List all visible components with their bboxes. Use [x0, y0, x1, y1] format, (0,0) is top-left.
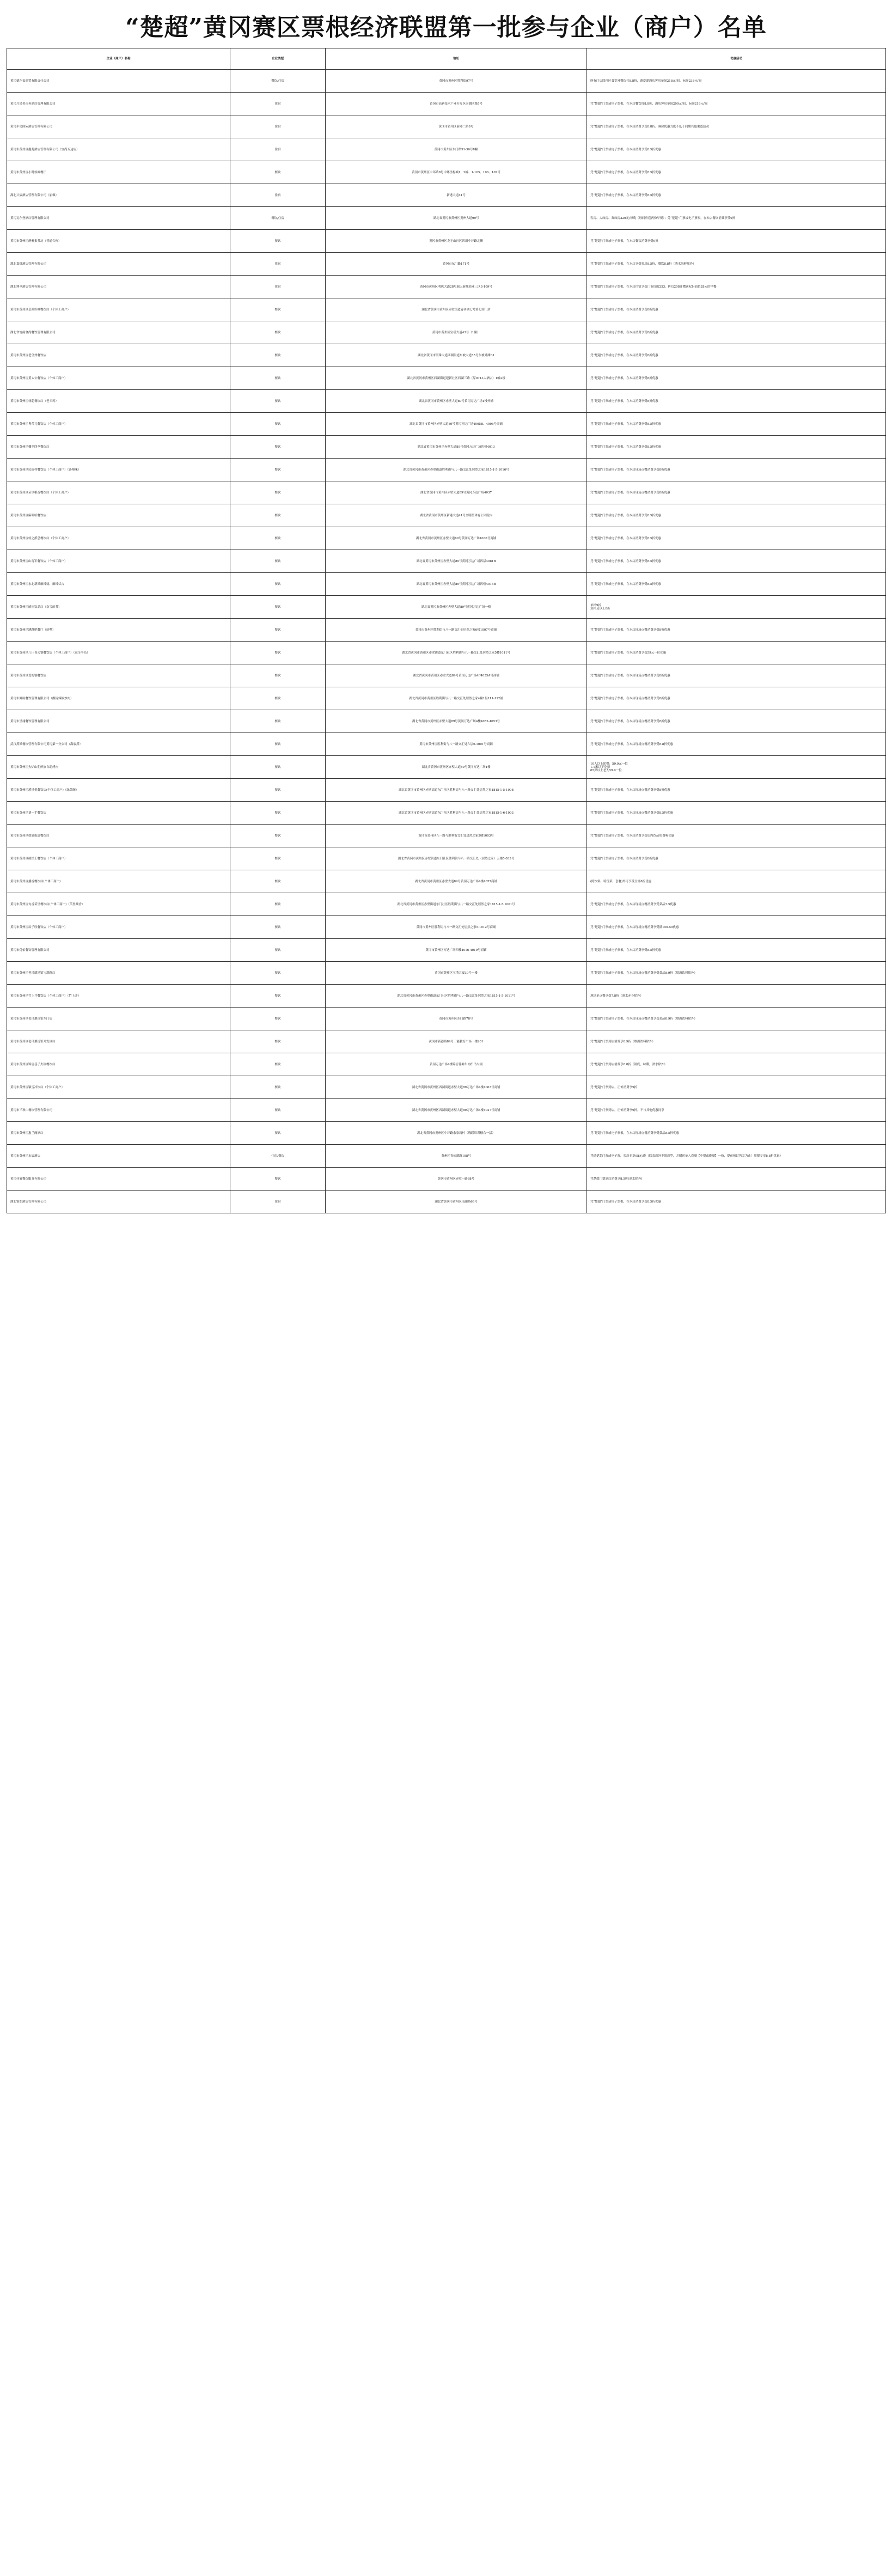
table-row [7, 1030, 886, 1053]
table-row [7, 687, 886, 710]
offer-cell: 凭“楚超”门票或电子票根，在本店消费享受8折优惠 [587, 847, 886, 870]
business-type-cell: 餐饮 [230, 481, 326, 504]
merchant-name-cell: 黄冈市鲜厨餐饮管理有限公司（湘厨辣椒炒肉） [7, 687, 230, 710]
business-type-cell: 餐饮 [230, 939, 326, 962]
table-row [7, 779, 886, 802]
table-row [7, 1122, 886, 1145]
business-type-cell: 餐饮 [230, 733, 326, 756]
table-row [7, 459, 886, 481]
table-row [7, 161, 886, 184]
business-type-cell: 餐饮 [230, 321, 326, 344]
merchant-name-cell: 黄冈市黄州区火炉山朝鲜族自助烤肉 [7, 756, 230, 779]
table-row [7, 1053, 886, 1076]
offer-cell: 凭“楚超”门票或电子票根，在本店消费享受8折优惠 [587, 390, 886, 413]
merchant-name-cell: 黄冈市黄州区东辰酒店 [7, 1145, 230, 1168]
offer-cell: (除饮料，特价菜，套餐)外可享受全场8折优惠 [587, 870, 886, 893]
table-row [7, 230, 886, 253]
address-cell: 黄冈市黄州区宝塔大厦39号一楼 [326, 962, 587, 985]
offer-cell: 10人以上团餐：59.9元一位 1.1米以下免票 65岁以上老人59.9一位 [587, 756, 886, 779]
address-cell: 黄冈市黄州区八一路与胜利街交汇处居然之家5楼1003号 [326, 825, 587, 847]
offer-cell: 凭“楚超”门票或电子票根，在本店现场点餐消费享受菜品8.9折（烟酒饮料除外） [587, 1008, 886, 1030]
offer-cell: 凭“楚超”门票或电子票根，在本店现场点餐消费享受8折优惠 [587, 710, 886, 733]
table-row [7, 527, 886, 550]
offer-cell: 凭“楚超”门票或电子票根，在本店消费享受8折优惠 [587, 321, 886, 344]
business-type-cell: 住宿 [230, 253, 326, 276]
business-type-cell: 餐饮 [230, 870, 326, 893]
merchant-name-cell: 黄冈市黄州区如渝街道餐饮店 [7, 825, 230, 847]
offer-cell: 现场单点餐享受7.8折（酒水赤身除外） [587, 985, 886, 1008]
offer-cell: 凭楚超门票到店消费享8.5折(酒水除外) [587, 1168, 886, 1191]
merchant-name-cell: 黄冈市黄州区山将军餐饮店（个体工商户） [7, 550, 230, 573]
address-cell: 黄冈市黄州区东门路91-36号8幢 [326, 138, 587, 161]
business-type-cell: 餐饮 [230, 825, 326, 847]
merchant-name-cell: 黄冈市黄州区蛙之派总餐饮店（个体工商户） [7, 527, 230, 550]
merchant-name-cell: 黄冈市黄州区鑫龙酒店管理有限公司（宜尚万达店） [7, 138, 230, 161]
address-cell: 黄冈市新港路89号三能教育广场一楼201 [326, 1030, 587, 1053]
business-type-cell: 餐饮 [230, 642, 326, 664]
address-cell: 黄冈市黄州区新港二路8号 [326, 115, 587, 138]
merchant-name-cell: 湖北博圣酒店管理有限公司 [7, 276, 230, 298]
address-cell: 黄冈市黄州区宝塔大道43号（1幢） [326, 321, 587, 344]
merchant-name-cell: 黄冈市黄州区惠兰阁酒店 [7, 1122, 230, 1145]
table-row [7, 802, 886, 825]
business-type-cell: 餐饮 [230, 710, 326, 733]
address-cell: 湖北省黄冈市黄州区赤壁街道东门社区胜利街与八一路交汇处居然之家1815-1-5-1011号 [326, 985, 587, 1008]
merchant-name-cell: 黄冈半岛国际酒店管理有限公司 [7, 115, 230, 138]
merchant-name-cell: 黄冈市黄州区粤荣礼餐饮店（个体工商户） [7, 413, 230, 436]
merchant-name-cell: 黄冈市黄州区跳跳吧餐厅（蛙嘿） [7, 619, 230, 642]
merchant-name-cell: 黄冈瓦尔登酒店管理有限公司 [7, 207, 230, 230]
offer-cell: 凭“楚超”门票或电子票根，在本店消费享受8.8折。客房优惠力度不低于同期其他渠道活动 [587, 115, 886, 138]
business-type-cell: 住宿/餐饮 [230, 1145, 326, 1168]
offer-cell: 凭“楚超”门票或电子票根，在本店现场点餐消费享受8.8折优惠 [587, 733, 886, 756]
merchant-name-cell: 黄冈市黄州区苗里粮香餐饮店（个体工商户） [7, 481, 230, 504]
merchant-name-cell: 黄冈市黄州区八斤哥火锅餐饮店（个体工商户）（众享半岛） [7, 642, 230, 664]
address-cell: 黄冈市黄州区赤壁一路88号 [326, 1168, 587, 1191]
address-cell: 新港大道41号 [326, 184, 587, 207]
offer-cell: 凭“楚超”门票或电子票根，在本店消费享受8折优惠 [587, 298, 886, 321]
business-type-cell: 餐饮 [230, 298, 326, 321]
document-title: “楚超”黄冈赛区票根经济联盟第一批参与企业（商户）名单 [125, 14, 767, 41]
business-type-cell: 餐饮 [230, 1076, 326, 1099]
address-cell: 黄冈市黄州区胜利街与八一路交汇处六层6-1001号商铺 [326, 733, 587, 756]
merchant-name-cell: 黄冈市黄州区锦官巷子火锅餐饮店 [7, 1053, 230, 1076]
address-cell: 湖北省黄冈市黄州区赤壁大道89号黄冈万达广场4036号商铺 [326, 527, 587, 550]
address-cell: 湖北省黄冈市黄州区赤壁街道东门社区胜利街与八一路交汇处居然之家1815-1-6-1003 [326, 802, 587, 825]
merchant-table [7, 48, 886, 1213]
merchant-name-cell: 黄冈市黄州区老吕煨汤馆开发区店 [7, 1030, 230, 1053]
table-row [7, 253, 886, 276]
column-header-offer: 优惠活动 [587, 48, 886, 70]
table-row [7, 573, 886, 596]
offer-cell: 所有门店除社区食堂外餐饮打8.8折，遗爱湖酒店客房单间218元/间，标间238元/间 [587, 70, 886, 93]
address-cell: 湖北省黄冈市黄州区西湖街道赤壁大道89万达广场4楼4027号商铺 [326, 1099, 587, 1122]
offer-cell: 凭“楚超”门票或电子票根，在本店消费享受8折优惠 [587, 367, 886, 390]
business-type-cell: 餐饮 [230, 756, 326, 779]
table-body [7, 70, 886, 1213]
table-row [7, 825, 886, 847]
table-row [7, 115, 886, 138]
table-row [7, 733, 886, 756]
business-type-cell: 餐饮 [230, 390, 326, 413]
merchant-name-cell: 湖北兴辰酒店管理有限公司（丽枫） [7, 184, 230, 207]
offer-cell: 凭“楚超”门票或电子票根，在本店消费享受8.5折优惠 [587, 573, 886, 596]
offer-cell: 凭“楚超”门票或电子票根，在本店现场点餐消费享受满150-50优惠 [587, 916, 886, 939]
business-type-cell: 餐饮 [230, 504, 326, 527]
table-row [7, 710, 886, 733]
business-type-cell: 住宿 [230, 138, 326, 161]
merchant-name-cell: 黄冈市黄州区竹上井餐饮店（个体工商户）（竹上井） [7, 985, 230, 1008]
address-cell: 湖北省黄冈市黄州区赤壁大道89号黄冈万达广场4楼 [326, 756, 587, 779]
offer-cell: 凭“楚超”门票或电子票根，在本店消费享受8.5折优惠 [587, 527, 886, 550]
table-row [7, 1099, 886, 1122]
business-type-cell: 餐饮 [230, 527, 326, 550]
offer-cell: 单杯9折 双杯及以上8折 [587, 596, 886, 619]
address-cell: 湖北省黄冈市黄州区新港大道41号全明星体育公园院内 [326, 504, 587, 527]
business-type-cell: 住宿 [230, 184, 326, 207]
offer-cell: 凭“楚超”门票或电子票根，在本店享受客房8.5折，餐饮8.8折（酒水海鲜除外） [587, 253, 886, 276]
table-row [7, 1008, 886, 1030]
offer-cell: 凭“楚超”门票到店，正价消费享9折 [587, 1076, 886, 1099]
address-cell: 湖北省黄冈市黄州区黄州大道99号 [326, 207, 587, 230]
merchant-name-cell: 黄冈德尔福商贸有限责任公司 [7, 70, 230, 93]
business-type-cell: 餐饮 [230, 367, 326, 390]
business-type-cell: 餐饮 [230, 573, 326, 596]
table-row [7, 321, 886, 344]
address-cell: 湖北省黄冈市黄州区中环路余家湾村（残联培训楼右一层） [326, 1122, 587, 1145]
offer-cell: 凭“楚超”门票或电子票根，在本店消费享受8折优惠 [587, 344, 886, 367]
offer-cell: 凭“楚超”门票或电子票根，在本店现场点餐消费享受8折优惠 [587, 687, 886, 710]
business-type-cell: 餐饮 [230, 550, 326, 573]
address-cell: 湖北省黄冈市黄州区西湖街道赤壁大道89万达广场4楼4063号商铺 [326, 1076, 587, 1099]
business-type-cell: 餐饮 [230, 985, 326, 1008]
merchant-name-cell: 黄冈市黄州区晴雨饮品店（奈雪的茶） [7, 596, 230, 619]
merchant-name-cell: 湖北省竹韵食尚餐饮管理有限公司 [7, 321, 230, 344]
business-type-cell: 住宿 [230, 1191, 326, 1213]
address-cell: 黄冈市黄州区胜利街与八一路交汇处居然之家6楼1007号商铺 [326, 619, 587, 642]
address-cell: 湖北省黄冈市黄州区赤壁大道89号黄冈万达广场4楼4052-4053号 [326, 710, 587, 733]
merchant-name-cell: 黄冈市黄州区颖雪冷饮店（个体工商户） [7, 1076, 230, 1099]
merchant-name-cell: 黄冈市半秋山餐饮管理有限公司 [7, 1099, 230, 1122]
business-type-cell: 餐饮 [230, 687, 326, 710]
table-row [7, 436, 886, 459]
table-row [7, 847, 886, 870]
address-cell: 黄州区青砖湖路198号 [326, 1145, 587, 1168]
table-row [7, 870, 886, 893]
offer-cell: 凭“楚超”门票或电子票根，在本店消费享受8.5折优惠 [587, 939, 886, 962]
address-cell: 湖北省黄冈市黄州区赤壁大道89号黄冈万达广场四层4081B [326, 550, 587, 573]
table-row [7, 70, 886, 93]
address-cell: 湖北省黄冈市黄州区赤壁大道89号黄冈万达广场四楼4013 [326, 436, 587, 459]
table-row [7, 596, 886, 619]
address-cell: 湖北省黄冈市黄州区赤壁街道东门社区胜利街与八一路交汇处居然之家1815-1-5-1001号 [326, 893, 587, 916]
offer-cell: 凭“楚超”门票或电子票根，在本店消费享受8.5折优惠 [587, 413, 886, 436]
address-cell: 湖北省黄冈市黄州区西湖街道建新社区西湖三路（原0713大酒店）1幢2楼 [326, 367, 587, 390]
address-cell: 湖北省黄冈市黄州区胜利街与八一路交汇处居然之家4幢1层111-112铺 [326, 687, 587, 710]
business-type-cell: 餐饮 [230, 344, 326, 367]
table-row [7, 985, 886, 1008]
table-row [7, 276, 886, 298]
address-cell: 湖北省黄冈市黄州区赤壁街道东门社区胜利街与八一路交汇处居然之家1815-1-5-1008 [326, 779, 587, 802]
table-row [7, 962, 886, 985]
offer-cell: 凭“楚超”门票到店消费享8.8折（锅底，味碟，酒水除外） [587, 1053, 886, 1076]
offer-cell: 凭“楚超”门票或电子票根，在本店消费享受8.5折优惠 [587, 436, 886, 459]
merchant-name-cell: 黄冈市黄州区老皇州餐饮店 [7, 344, 230, 367]
address-cell: 黄冈万达广场4楼锦官巷鲜牛肉串串火锅 [326, 1053, 587, 1076]
address-cell: 黄冈市黄州区胜利街与八一路交汇处居然之家5-1012号商铺 [326, 916, 587, 939]
merchant-name-cell: 武汉捞派餐饮管理有限公司黄冈第一分公司（海底捞） [7, 733, 230, 756]
offer-cell: 凭“楚超”门票或电子票根，在本店消费享受8.5折优惠 [587, 504, 886, 527]
business-type-cell: 餐饮 [230, 1008, 326, 1030]
merchant-name-cell: 黄冈市黄州区爱的锅餐饮店 [7, 664, 230, 687]
table-row [7, 1168, 886, 1191]
offer-cell: 凭“楚超”门票或电子票根，在本店现场点餐消费享受8折优惠 [587, 481, 886, 504]
table-row [7, 207, 886, 230]
table-row [7, 184, 886, 207]
merchant-name-cell: 黄冈市黄州区黄太公餐饮店（个体工商户） [7, 367, 230, 390]
merchant-name-cell: 黄冈市黄州区辰子欣餐饮店（个体工商户） [7, 916, 230, 939]
address-cell: 湖北省黄冈市黄州区赤壁大道89号黄冈万达广场1楼外铺 [326, 390, 587, 413]
merchant-name-cell: 黄冈佳宴餐饮服务有限公司 [7, 1168, 230, 1191]
table-row [7, 504, 886, 527]
merchant-name-cell: 黄冈市黄州区匀香苗里餐饮店(个体工商户)（苗里酸香） [7, 893, 230, 916]
address-cell: 黄冈市黄州区万达广场四楼4016-4019号商铺 [326, 939, 587, 962]
column-header-name: 企业（商户）名称 [7, 48, 230, 70]
table-row [7, 893, 886, 916]
business-type-cell: 餐饮 [230, 916, 326, 939]
table-row [7, 1076, 886, 1099]
business-type-cell: 餐饮/住宿 [230, 70, 326, 93]
merchant-name-cell: 黄冈市黄州区徐超餐饮店（老乡鸡） [7, 390, 230, 413]
business-type-cell: 餐饮 [230, 596, 326, 619]
address-cell: 湖北省黄冈市黄州区赤壁街道东门社区胜利街与八一路交汇处（居然之家）五楼5-033号 [326, 847, 587, 870]
merchant-name-cell: 黄冈市黄州区东北新派麻辣烫、麻辣伏吉 [7, 573, 230, 596]
address-cell: 湖北省黄冈市黄州区赤壁大道89号黄冈万达广场4005B、4006号商铺 [326, 413, 587, 436]
address-cell: 湖北省黄冈市黄州区赤壁大道89号黄冈万达广场4F4055A号商铺 [326, 664, 587, 687]
address-cell: 黄冈市黄州区东门路78号 [326, 1008, 587, 1030]
business-type-cell: 餐饮 [230, 1053, 326, 1076]
address-cell: 黄冈市东门路171号 [326, 253, 587, 276]
address-cell: 黄冈市黄州区龙王山社区四组中环路北侧 [326, 230, 587, 253]
merchant-name-cell: 黄冈市黄州区刘一手餐饮店 [7, 802, 230, 825]
merchant-name-cell: 黄冈市星翊餐饮管理有限公司 [7, 710, 230, 733]
merchant-name-cell: 湖北嘉维酒店管理有限公司 [7, 253, 230, 276]
address-cell: 湖北省黄冈市黄州区赤壁街道胜利街与八一路交汇处居然之家1815-1-5-1016号 [326, 459, 587, 481]
business-type-cell: 住宿 [230, 276, 326, 298]
table-row [7, 344, 886, 367]
merchant-name-cell: 黄冈市黄州区麻哈哈餐饮店 [7, 504, 230, 527]
business-type-cell: 餐饮 [230, 802, 326, 825]
business-type-cell: 餐饮 [230, 847, 326, 870]
table-row [7, 1145, 886, 1168]
offer-cell: 凭“楚超”门票或电子票根，在本店消费享受8.5折优惠 [587, 1191, 886, 1213]
offer-cell: 凭“楚超”门票或电子票根，在本店现场点餐消费享受8折优惠 [587, 664, 886, 687]
merchant-name-cell: 黄冈市黄州区小时候味餐厅 [7, 161, 230, 184]
merchant-name-cell: 黄冈月果老南务酒店管理有限公司 [7, 93, 230, 115]
business-type-cell: 餐饮 [230, 893, 326, 916]
business-type-cell: 餐饮 [230, 1168, 326, 1191]
offer-cell: 凭“楚超”门票或电子票根，在本店现场点餐消费享受菜品8.5折优惠 [587, 1122, 886, 1145]
address-cell: 黄冈市黄州区中环路8号中环坐标城1、2幢、1-105、106、107号 [326, 161, 587, 184]
table-row [7, 390, 886, 413]
business-type-cell: 餐饮 [230, 230, 326, 253]
business-type-cell: 餐饮 [230, 413, 326, 436]
table-row [7, 642, 886, 664]
merchant-name-cell: 黄冈市黄州区老吕缥汤馆宝塔路店 [7, 962, 230, 985]
offer-cell: 凭“楚超”门票或电子票根，在本店消费享受59元一位优惠 [587, 642, 886, 664]
offer-cell: 凭“楚超”门票或电子票根，在本店餐饮打8.8折，酒店客房单间200元/间，标间218元/间 [587, 93, 886, 115]
merchant-name-cell: 黄冈市黄州区溪风悦餐饮店(个体工商户)（绿茵阁） [7, 779, 230, 802]
merchant-name-cell: 黄冈市黄州区播香餐饮店(个体工商户) [7, 870, 230, 893]
table-row [7, 138, 886, 161]
offer-cell: 凭“楚超”门票到店，正价消费享9折，不与其他优惠同享 [587, 1099, 886, 1122]
address-cell: 湖北省黄冈市黄州区赤壁街道东门社区胜利街与八一路交汇处居然之家5楼1011号 [326, 642, 587, 664]
address-cell: 黄冈市高新技术产业开发区南湖四路5号 [326, 93, 587, 115]
offer-cell: 凭“楚超”门票到店消费享8.9折（烟酒饮料除外） [587, 1030, 886, 1053]
address-cell: 湖北省黄冈市黄州区赤壁大道89号黄冈万达广场一楼 [326, 596, 587, 619]
table-row [7, 93, 886, 115]
offer-cell: 凭“楚超”门票或电子票根，在本店消费享受8.5折优惠 [587, 184, 886, 207]
address-cell: 黄冈市黄州区明珠大道28号瑞天新城商业三区3-109号 [326, 276, 587, 298]
merchant-name-cell: 黄冈市优佑餐饮管理有限公司 [7, 939, 230, 962]
address-cell: 黄冈市黄州区胜利街97号 [326, 70, 587, 93]
business-type-cell: 餐饮 [230, 619, 326, 642]
table-row [7, 916, 886, 939]
business-type-cell: 餐饮 [230, 1030, 326, 1053]
table-row [7, 550, 886, 573]
offer-cell: 凭“楚超”门票或电子票根，在本店住宿享受门市价的253，折后208并赠送双份面值28元的早餐 [587, 276, 886, 298]
table-row [7, 1191, 886, 1213]
merchant-name-cell: 湖北铭朗酒店管理有限公司 [7, 1191, 230, 1213]
table-row [7, 481, 886, 504]
merchant-name-cell: 黄冈市黄州区静雅素茶坊（普通合伙） [7, 230, 230, 253]
business-type-cell: 餐饮 [230, 459, 326, 481]
business-type-cell: 餐饮/住宿 [230, 207, 326, 230]
business-type-cell: 餐饮 [230, 1099, 326, 1122]
business-type-cell: 餐饮 [230, 779, 326, 802]
merchant-name-cell: 黄冈市黄州区老吕煨汤馆东门店 [7, 1008, 230, 1030]
table-row [7, 367, 886, 390]
table-row [7, 939, 886, 962]
table-row [7, 756, 886, 779]
merchant-name-cell: 黄冈市黄州区椰乡四季餐饮店 [7, 436, 230, 459]
business-type-cell: 住宿 [230, 115, 326, 138]
address-cell: 湖北省黄冈市明珠大道西湖街道东坡大道55号东坡外滩B1 [326, 344, 587, 367]
offer-cell: 凭“楚超”门票或电子票根，在本店消费享受8.5折优惠 [587, 550, 886, 573]
offer-cell: 凭“楚超”门票或电子票根，在本店现场点餐消费享受8折优惠 [587, 619, 886, 642]
address-cell: 湖北省黄冈市黄州区赤壁大道89号黄冈万达广场四楼4015B [326, 573, 587, 596]
table-row [7, 619, 886, 642]
business-type-cell: 餐饮 [230, 962, 326, 985]
offer-cell: 凭“楚超”门票或电子票根，在本店现场点餐消费享受菜品8.9折（烟酒饮料除外） [587, 962, 886, 985]
table-row [7, 413, 886, 436]
offer-cell: 凭“楚超”门票或电子票根，在本店现场点餐消费享受8折优惠 [587, 459, 886, 481]
merchant-name-cell: 黄冈市黄州区皇洲虾城餐饮店（个体工商户） [7, 298, 230, 321]
merchant-name-cell: 黄冈市黄州区破烂王餐饮店（个体工商户） [7, 847, 230, 870]
table-row [7, 298, 886, 321]
column-header-address: 地址 [326, 48, 587, 70]
merchant-name-cell: 黄冈市黄州区民俗村餐饮店（个体工商户）（汤师味） [7, 459, 230, 481]
business-type-cell: 餐饮 [230, 436, 326, 459]
address-cell: 湖北省黄冈市黄州区赤壁街道青砖湖七号第七间门店 [326, 298, 587, 321]
business-type-cell: 餐饮 [230, 1122, 326, 1145]
business-type-cell: 住宿 [230, 93, 326, 115]
offer-cell: 凭“楚超”门票或电子票根，在本店现场点餐消费享受8折优惠 [587, 779, 886, 802]
offer-cell: 凭“楚超”门票或电子票根，在本店现场点餐消费享受菜品7.5优惠 [587, 893, 886, 916]
table-row [7, 664, 886, 687]
address-cell: 湖北省黄冈市黄州区南湖路68号 [326, 1191, 587, 1213]
offer-cell: 凭借楚超门票或电子票，客房专享98元/晚（除套房外不限房型，并赠送单人套餐【中餐或晚餐】一份，提前预订售完为止！用餐专享8.8折优惠） [587, 1145, 886, 1168]
table-header-row [7, 48, 886, 70]
offer-cell: 凭“楚超”门票或电子票根，在本店消费享受店内饮品免费喝优惠 [587, 825, 886, 847]
offer-cell: 客房、大床房、双床房320元/每晚（每间房送两份早餐）；凭“楚超”门票或电子票根，在本店餐饮消费享受9折 [587, 207, 886, 230]
column-header-type: 企业类型 [230, 48, 326, 70]
address-cell: 湖北省黄冈市黄州区赤壁大道89号黄冈万达广场4037 [326, 481, 587, 504]
offer-cell: 凭“楚超”门票或电子票根，在本店消费享受8.5折优惠 [587, 161, 886, 184]
business-type-cell: 餐饮 [230, 161, 326, 184]
business-type-cell: 餐饮 [230, 664, 326, 687]
offer-cell: 凭“楚超”门票或电子票根，在本店现场点餐消费享受8.5折优惠 [587, 802, 886, 825]
offer-cell: 凭“楚超”门票或电子票根，在本店餐饮消费享受9折 [587, 230, 886, 253]
address-cell: 湖北省黄冈市黄州区赤壁大道89号黄冈万达广场4楼4057商铺 [326, 870, 587, 893]
offer-cell: 凭“楚超”门票或电子票根，在本店消费享受8.5折优惠 [587, 138, 886, 161]
